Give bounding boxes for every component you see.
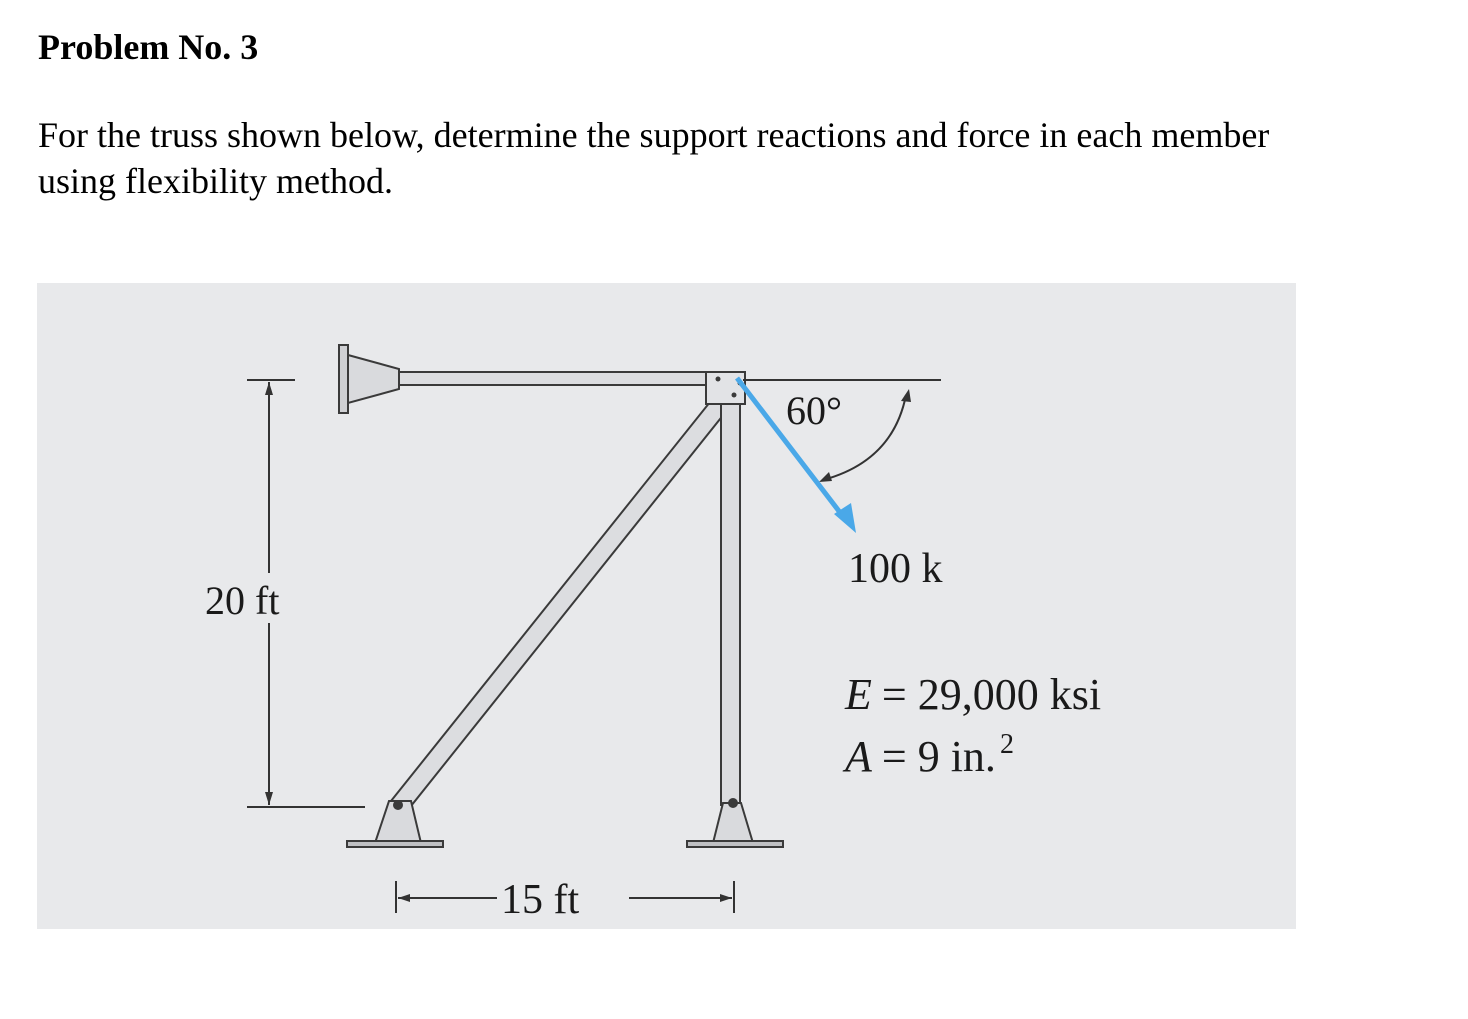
diagonal-member [391,387,736,811]
dimension-height-label: 20 ft [205,578,280,623]
problem-statement-line-2: using flexibility method. [38,161,393,201]
load-magnitude-label: 100 k [848,546,943,592]
truss-diagram [37,283,1296,929]
horizontal-member [399,372,709,385]
modulus-value: = 29,000 ksi [881,670,1102,719]
problem-title: Problem No. 3 [38,27,259,67]
load-angle-label: 60° [786,388,842,433]
modulus-expression [844,670,1101,719]
width-dimension [396,877,734,923]
dimension-width-label: 15 ft [501,877,580,923]
area-exponent: 2 [999,729,1014,760]
truss-figure [37,283,1296,929]
applied-load [737,378,943,592]
wall-support [339,345,407,413]
area-value: = 9 in. [881,732,996,781]
area-expression [842,729,1014,781]
material-properties [842,670,1101,781]
modulus-symbol: E [845,670,872,719]
problem-statement-line-1: For the truss shown below, determine the support reactions and force in each member [38,115,1270,155]
problem-statement [38,112,1438,204]
vertical-member [721,395,740,805]
right-pin-support [687,798,783,847]
area-symbol: A [845,732,872,781]
height-dimension [205,380,365,807]
